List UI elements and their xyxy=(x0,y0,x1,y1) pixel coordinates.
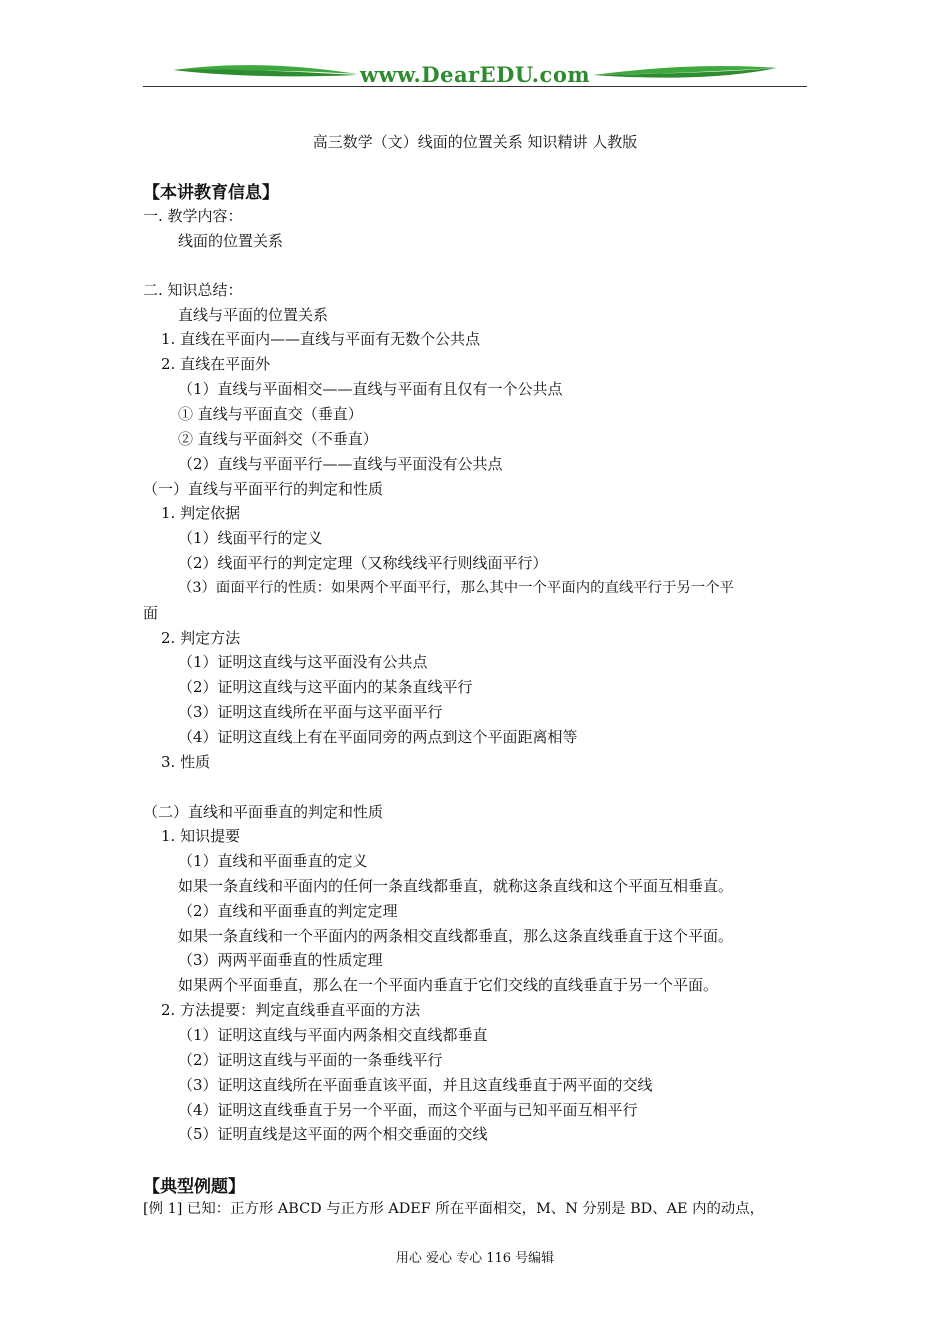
text-line: （3）证明这直线所在平面垂直该平面，并且这直线垂直于两平面的交线 xyxy=(178,1076,653,1094)
text-line: 2. 直线在平面外 xyxy=(161,355,271,373)
text-line: 3. 性质 xyxy=(161,753,211,771)
text-line: （二）直线和平面垂直的判定和性质 xyxy=(143,803,384,821)
text-line: 1. 知识提要 xyxy=(161,827,241,845)
text-line: （1）证明这直线与平面内两条相交直线都垂直 xyxy=(178,1026,488,1044)
text-line: 如果一条直线和一个平面内的两条相交直线都垂直，那么这条直线垂直于这个平面。 xyxy=(178,927,734,945)
text-line: （1）直线和平面垂直的定义 xyxy=(178,852,368,870)
text-line: （2）证明这直线与平面的一条垂线平行 xyxy=(178,1051,443,1069)
text-line: [例 1] 已知：正方形 ABCD 与正方形 ADEF 所在平面相交，M、N 分别是 BD、AE 内的动点， xyxy=(143,1201,765,1217)
document-title: 高三数学（文）线面的位置关系 知识精讲 人教版 xyxy=(312,133,638,151)
text-line: （3）面面平行的性质：如果两个平面平行，那么其中一个平面内的直线平行于另一个平 xyxy=(178,580,735,596)
text-line: （2）线面平行的判定定理（又称线线平行则线面平行） xyxy=(178,554,548,572)
text-line: 直线与平面的位置关系 xyxy=(178,306,329,324)
header-divider xyxy=(143,86,807,87)
text-line: （1）证明这直线与这平面没有公共点 xyxy=(178,653,428,671)
section-heading-typical-examples: 【典型例题】 xyxy=(143,1177,245,1197)
text-line: （1）线面平行的定义 xyxy=(178,529,323,547)
text-line: 1. 判定依据 xyxy=(161,504,241,522)
text-line: 2. 判定方法 xyxy=(161,629,241,647)
text-line: （2）直线与平面平行——直线与平面没有公共点 xyxy=(178,455,503,473)
site-logo-text: www.DearEDU.com xyxy=(359,62,591,87)
text-line: 面 xyxy=(143,604,159,622)
text-line: 如果两个平面垂直，那么在一个平面内垂直于它们交线的直线垂直于另一个平面。 xyxy=(178,976,719,994)
page-footer: 用心 爱心 专心 116 号编辑 xyxy=(395,1251,555,1266)
text-line: 线面的位置关系 xyxy=(178,232,284,250)
text-line: （3）证明这直线所在平面与这平面平行 xyxy=(178,703,443,721)
text-line: （4）证明这直线垂直于另一个平面，而这个平面与已知平面互相平行 xyxy=(178,1101,638,1119)
section-heading-education-info: 【本讲教育信息】 xyxy=(143,183,279,203)
text-line: （2）直线和平面垂直的判定定理 xyxy=(178,902,398,920)
text-line: 如果一条直线和平面内的任何一条直线都垂直，就称这条直线和这个平面互相垂直。 xyxy=(178,877,734,895)
text-line: ① 直线与平面直交（垂直） xyxy=(178,405,363,423)
text-line: ② 直线与平面斜交（不垂直） xyxy=(178,430,378,448)
text-line: （1）直线与平面相交——直线与平面有且仅有一个公共点 xyxy=(178,380,563,398)
text-line: 二. 知识总结： xyxy=(143,281,243,299)
text-line: （一）直线与平面平行的判定和性质 xyxy=(143,480,384,498)
text-line: 2. 方法提要：判定直线垂直平面的方法 xyxy=(161,1001,421,1019)
text-line: （2）证明这直线与这平面内的某条直线平行 xyxy=(178,678,473,696)
text-line: 1. 直线在平面内——直线与平面有无数个公共点 xyxy=(161,330,481,348)
text-line: （3）两两平面垂直的性质定理 xyxy=(178,951,383,969)
text-line: 一. 教学内容： xyxy=(143,207,243,225)
text-line: （4）证明这直线上有在平面同旁的两点到这个平面距离相等 xyxy=(178,728,578,746)
text-line: （5）证明直线是这平面的两个相交垂面的交线 xyxy=(178,1125,488,1143)
